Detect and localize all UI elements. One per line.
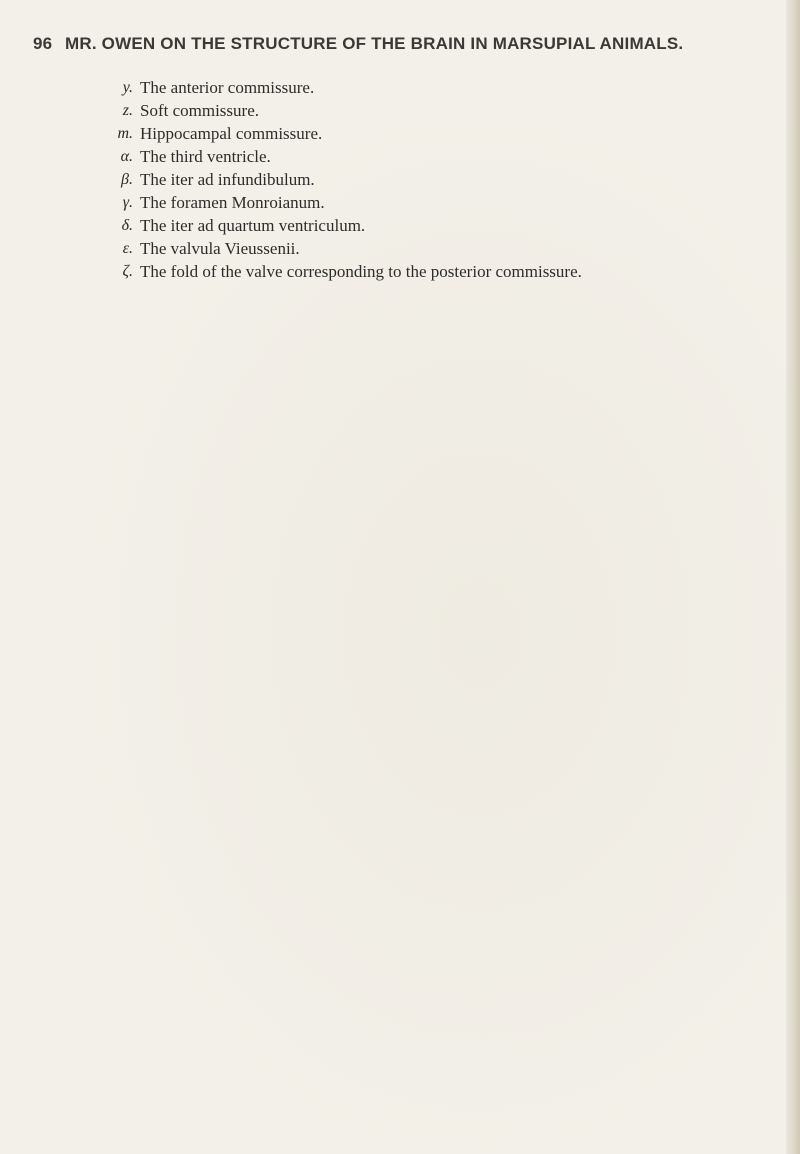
legend-item: [120, 145, 760, 168]
legend-letter: ε.: [122, 240, 133, 257]
legend-text: Hippocampal commissure.: [140, 124, 323, 143]
legend-text: The valvula Vieussenii.: [140, 239, 300, 258]
legend-item: [122, 260, 760, 283]
legend-item: [117, 122, 760, 145]
legend-text: Soft commissure.: [140, 101, 259, 120]
legend-letter: ζ.: [122, 263, 133, 280]
legend-letter: δ.: [121, 217, 133, 234]
page-number: 96: [33, 34, 53, 53]
legend-item: [122, 237, 760, 260]
legend-text: The third ventricle.: [140, 147, 271, 166]
legend-text: The fold of the valve corresponding to the posterior commissure.: [140, 262, 582, 281]
legend-letter: m.: [117, 125, 133, 142]
legend-item: [122, 76, 760, 99]
running-head-title: MR. OWEN ON THE STRUCTURE OF THE BRAIN IN MARSUPIAL ANIMALS.: [65, 34, 684, 53]
legend-text: The iter ad infundibulum.: [140, 170, 315, 189]
page-edge-shadow: [786, 0, 800, 1154]
legend-item: [122, 191, 760, 214]
running-head: [33, 34, 773, 54]
legend-text: The iter ad quartum ventriculum.: [140, 216, 366, 235]
figure-legend: [117, 76, 760, 283]
legend-item: [121, 168, 760, 191]
legend-item: [122, 99, 760, 122]
legend-letter: α.: [120, 148, 133, 165]
legend-letter: γ.: [122, 194, 133, 211]
legend-text: The foramen Monroianum.: [140, 193, 325, 212]
legend-text: The anterior commissure.: [140, 78, 315, 97]
legend-letter: z.: [122, 102, 133, 119]
legend-item: [121, 214, 760, 237]
legend-letter: β.: [121, 171, 133, 188]
legend-letter: y.: [122, 79, 133, 96]
